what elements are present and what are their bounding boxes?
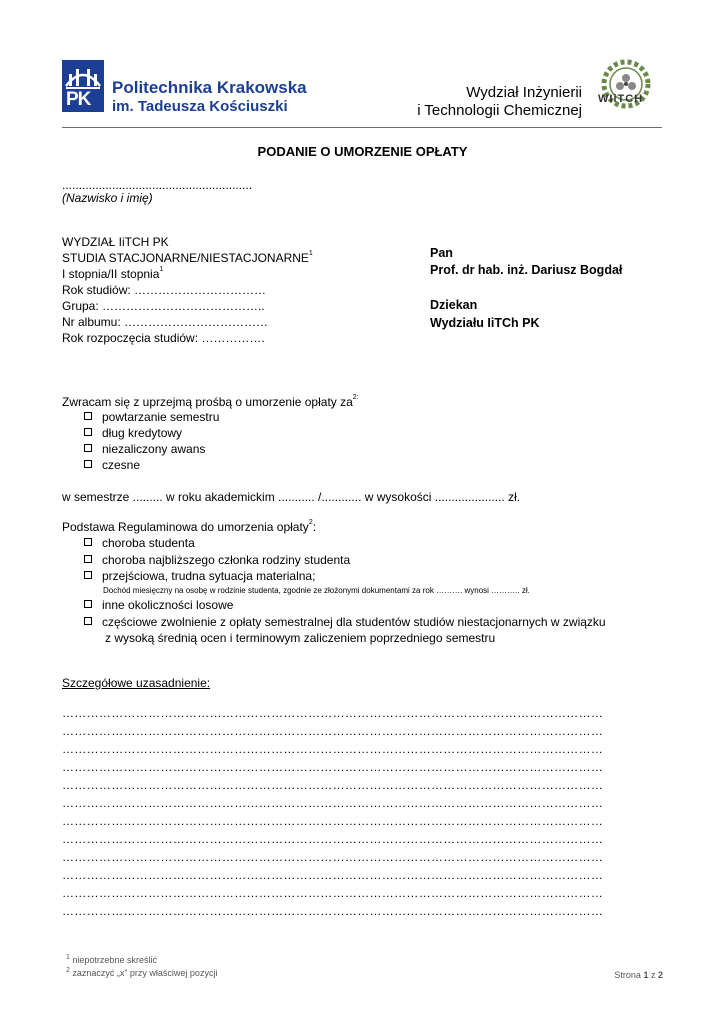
faculty-logo <box>596 58 656 114</box>
name-label: (Nazwisko i imię) <box>62 191 153 205</box>
checkbox-icon[interactable] <box>84 600 92 608</box>
study-mode-text: STUDIA STACJONARNE/NIESTACJONARNE <box>62 251 309 265</box>
justification-line[interactable]: …………………………………………………………………………………………………………………… <box>62 868 604 882</box>
addressee-role: Dziekan <box>430 298 478 312</box>
checkbox-icon[interactable] <box>84 571 92 579</box>
basis-financial-hardship[interactable]: przejściowa, trudna sytuacja materialna; <box>84 569 315 583</box>
option-credit-debt[interactable]: dług kredytowy <box>84 426 182 440</box>
request-intro: Zwracam się z uprzejmą prośbą o umorzenie opłaty $za^{2:}$ <box>62 394 359 409</box>
basis-student-illness[interactable]: choroba studenta <box>84 536 195 550</box>
start-year-field[interactable]: Rok rozpoczęcia studiów: ……………. <box>62 331 265 345</box>
degree-field[interactable] <box>62 267 163 281</box>
justification-line[interactable]: …………………………………………………………………………………………………………………… <box>62 778 604 792</box>
footnote-1: $^1$ niepotrzebne skreślić <box>66 954 157 965</box>
page-number: Strona 1 z 2 <box>614 970 663 980</box>
option-failed-promotion[interactable]: niezaliczony awans <box>84 442 205 456</box>
university-logo <box>62 60 104 112</box>
basis-partial-exemption[interactable]: częściowe zwolnienie z opłaty semestralnej dla studentów studiów niestacjonarnych w związku <box>84 615 606 629</box>
document-title: PODANIE O UMORZENIE OPŁATY <box>257 144 468 159</box>
option-tuition[interactable]: czesne <box>84 458 140 472</box>
year-field[interactable]: Rok studiów: …………………………… <box>62 283 267 297</box>
group-field[interactable]: Grupa: ………………………………….. <box>62 299 265 313</box>
university-subtitle: im. Tadeusza Kościuszki <box>112 98 288 115</box>
justification-line[interactable]: …………………………………………………………………………………………………………………… <box>62 742 604 756</box>
header-divider <box>62 127 662 128</box>
justification-line[interactable]: …………………………………………………………………………………………………………………… <box>62 814 604 828</box>
justification-line[interactable]: …………………………………………………………………………………………………………………… <box>62 706 604 720</box>
checkbox-icon[interactable] <box>84 428 92 436</box>
justification-line[interactable]: …………………………………………………………………………………………………………………… <box>62 724 604 738</box>
basis-family-illness[interactable]: choroba najbliższego członka rodziny studenta <box>84 553 350 567</box>
option-repeat-semester[interactable]: powtarzanie semestru <box>84 410 219 424</box>
justification-line[interactable]: …………………………………………………………………………………………………………………… <box>62 796 604 810</box>
university-name: Politechnika Krakowska <box>112 78 307 97</box>
name-field[interactable]: ......................................................... <box>62 178 253 192</box>
checkbox-icon[interactable] <box>84 412 92 420</box>
addressee-faculty: Wydziału IiTCh PK <box>430 316 540 330</box>
faculty-logo-text: WIiTCH <box>598 93 644 105</box>
faculty-name-line2: i Technologii Chemicznej <box>417 102 582 119</box>
basis-partial-exemption-cont: z wysoką średnią ocen i terminowym zaliczeniem poprzedniego semestru <box>105 631 496 645</box>
faculty-field: WYDZIAŁ IiTCH PK <box>62 235 169 249</box>
justification-line[interactable]: …………………………………………………………………………………………………………………… <box>62 760 604 774</box>
justification-line[interactable]: …………………………………………………………………………………………………………………… <box>62 904 604 918</box>
checkbox-icon[interactable] <box>84 555 92 563</box>
footnote-ref: 1 <box>308 250 313 257</box>
checkbox-icon[interactable] <box>84 444 92 452</box>
justification-line[interactable]: …………………………………………………………………………………………………………………… <box>62 886 604 900</box>
justification-line[interactable]: …………………………………………………………………………………………………………………… <box>62 850 604 864</box>
footnote-ref: 1 <box>159 266 164 273</box>
study-mode-field[interactable] <box>62 251 313 265</box>
degree-text: I stopnia/II stopnia <box>62 267 160 281</box>
faculty-name-line1: Wydział Inżynierii <box>466 84 582 101</box>
addressee-name: Prof. dr hab. inż. Dariusz Bogdał <box>430 263 623 277</box>
album-number-field[interactable]: Nr albumu: ……………………………… <box>62 315 269 329</box>
logo-text: PK <box>66 89 91 110</box>
justification-label: Szczegółowe uzasadnienie: <box>62 676 211 690</box>
checkbox-icon[interactable] <box>84 538 92 546</box>
checkbox-icon[interactable] <box>84 617 92 625</box>
basis-other-circumstances[interactable]: inne okoliczności losowe <box>84 598 233 612</box>
justification-line[interactable]: …………………………………………………………………………………………………………………… <box>62 832 604 846</box>
basis-intro: Podstawa Regulaminowa do umorzenia opłaty$^2$: <box>62 519 317 534</box>
semester-amount-line[interactable]: w semestrze ......... w roku akademickim ........... /............ w wysokości ..................... zł. <box>62 490 521 504</box>
addressee-salutation: Pan <box>430 246 453 260</box>
income-note[interactable]: Dochód miesięczny na osobę w rodzinie studenta, zgodnie ze złożonymi dokumentami za rok ………. wynosi ……….. zł. <box>103 586 530 595</box>
footnote-2: $^2$ zaznaczyć „x” przy właściwej pozycji <box>66 967 218 978</box>
checkbox-icon[interactable] <box>84 460 92 468</box>
